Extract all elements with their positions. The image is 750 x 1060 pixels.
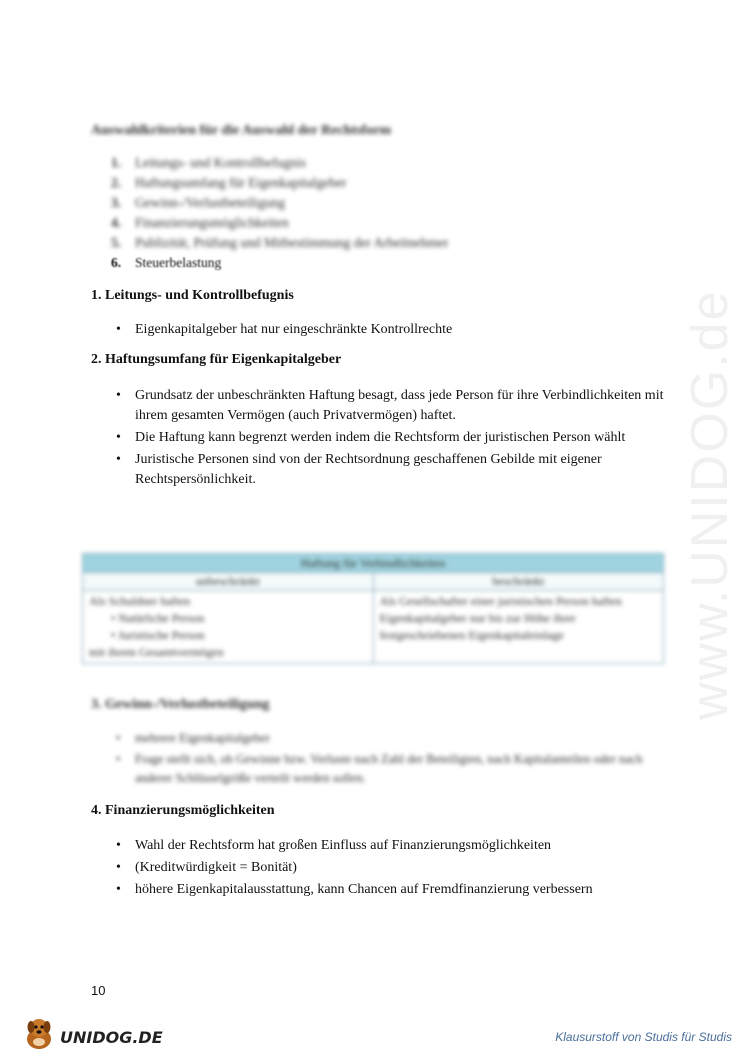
- section3-heading: 3. Gewinn-/Verlustbeteiligung: [91, 697, 270, 712]
- table-row: [83, 591, 663, 663]
- list-item: 6. Steuerbelastung: [111, 255, 222, 270]
- section4-bullets: [116, 836, 675, 902]
- list-item: • Grundsatz der unbeschränkten Haftung besagt, dass jede Person für ihre Verbindlichkeiten mit ihrem gesamten Vermögen (auch Privatvermögen) haftet.: [116, 386, 675, 426]
- table-header-right: beschränkt: [373, 573, 664, 590]
- list-item: 2. Haftungsumfang für Eigenkapitalgeber: [111, 175, 347, 190]
- intro-heading: Auswahlkriterien für die Auswahl der Rechtsform: [91, 123, 392, 138]
- section2-heading: 2. Haftungsumfang für Eigenkapitalgeber: [91, 352, 342, 367]
- criteria-list: [111, 153, 448, 273]
- section4-heading: 4. Finanzierungsmöglichkeiten: [91, 803, 275, 818]
- logo-text: UNIDOG.DE: [60, 1028, 163, 1047]
- table-cell-right: Als Gesellschafter einer juristischen Person haften Eigenkapitalgeber nur bis zur Höhe ihrer festgeschriebenen Eigenkapitaleinlage: [373, 591, 664, 663]
- list-item: 3. Gewinn-/Verlustbeteiligung: [111, 195, 285, 210]
- list-item: • höhere Eigenkapitalausstattung, kann Chancen auf Fremdfinanzierung verbessern: [116, 880, 675, 900]
- table-header-left: unbeschränkt: [83, 573, 373, 590]
- liability-table: [82, 553, 664, 664]
- section3-bullets: [116, 729, 675, 790]
- table-header-row: [83, 573, 663, 591]
- footer-tagline: Klausurstoff von Studis für Studis: [555, 1030, 732, 1044]
- table-cell-left: Als Schuldner haften • Natürliche Person • Juristische Person mit ihrem Gesamtvermögen: [89, 594, 224, 659]
- list-item: 4. Finanzierungsmöglichkeiten: [111, 215, 289, 230]
- watermark: www.UNIDOG.de: [681, 289, 739, 720]
- list-item: • Eigenkapitalgeber hat nur eingeschränkte Kontrollrechte: [116, 320, 675, 340]
- page-number: 10: [91, 983, 106, 998]
- section2-bullets: [116, 386, 675, 492]
- list-item: • Die Haftung kann begrenzt werden indem die Rechtsform der juristischen Person wählt: [116, 428, 675, 448]
- section1-bullets: [116, 320, 675, 342]
- section1-heading: 1. Leitungs- und Kontrollbefugnis: [91, 288, 294, 303]
- list-item: 5. Publizität, Prüfung und Mitbestimmung der Arbeitnehmer: [111, 235, 449, 250]
- list-item: • Wahl der Rechtsform hat großen Einfluss auf Finanzierungsmöglichkeiten: [116, 836, 675, 856]
- list-item: • Frage stellt sich, ob Gewinne bzw. Verluste nach Zahl der Beteiligten, nach Kapitalanteilen oder nach anderer Schlüsselgröße verteilt werden sollen.: [116, 750, 675, 788]
- list-item: • Juristische Personen sind von der Rechtsordnung geschaffenen Gebilde mit eigener Rechtspersönlichkeit.: [116, 450, 675, 490]
- list-item: • (Kreditwürdigkeit = Bonität): [116, 858, 675, 878]
- dog-mascot-icon: [22, 1015, 56, 1051]
- footer-logo[interactable]: [22, 1015, 163, 1051]
- list-item: 1. Leitungs- und Kontrollbefugnis: [111, 155, 306, 170]
- list-item: • mehrere Eigenkapitalgeber: [116, 729, 675, 748]
- table-title: Haftung für Verbindlichkeiten: [83, 554, 663, 573]
